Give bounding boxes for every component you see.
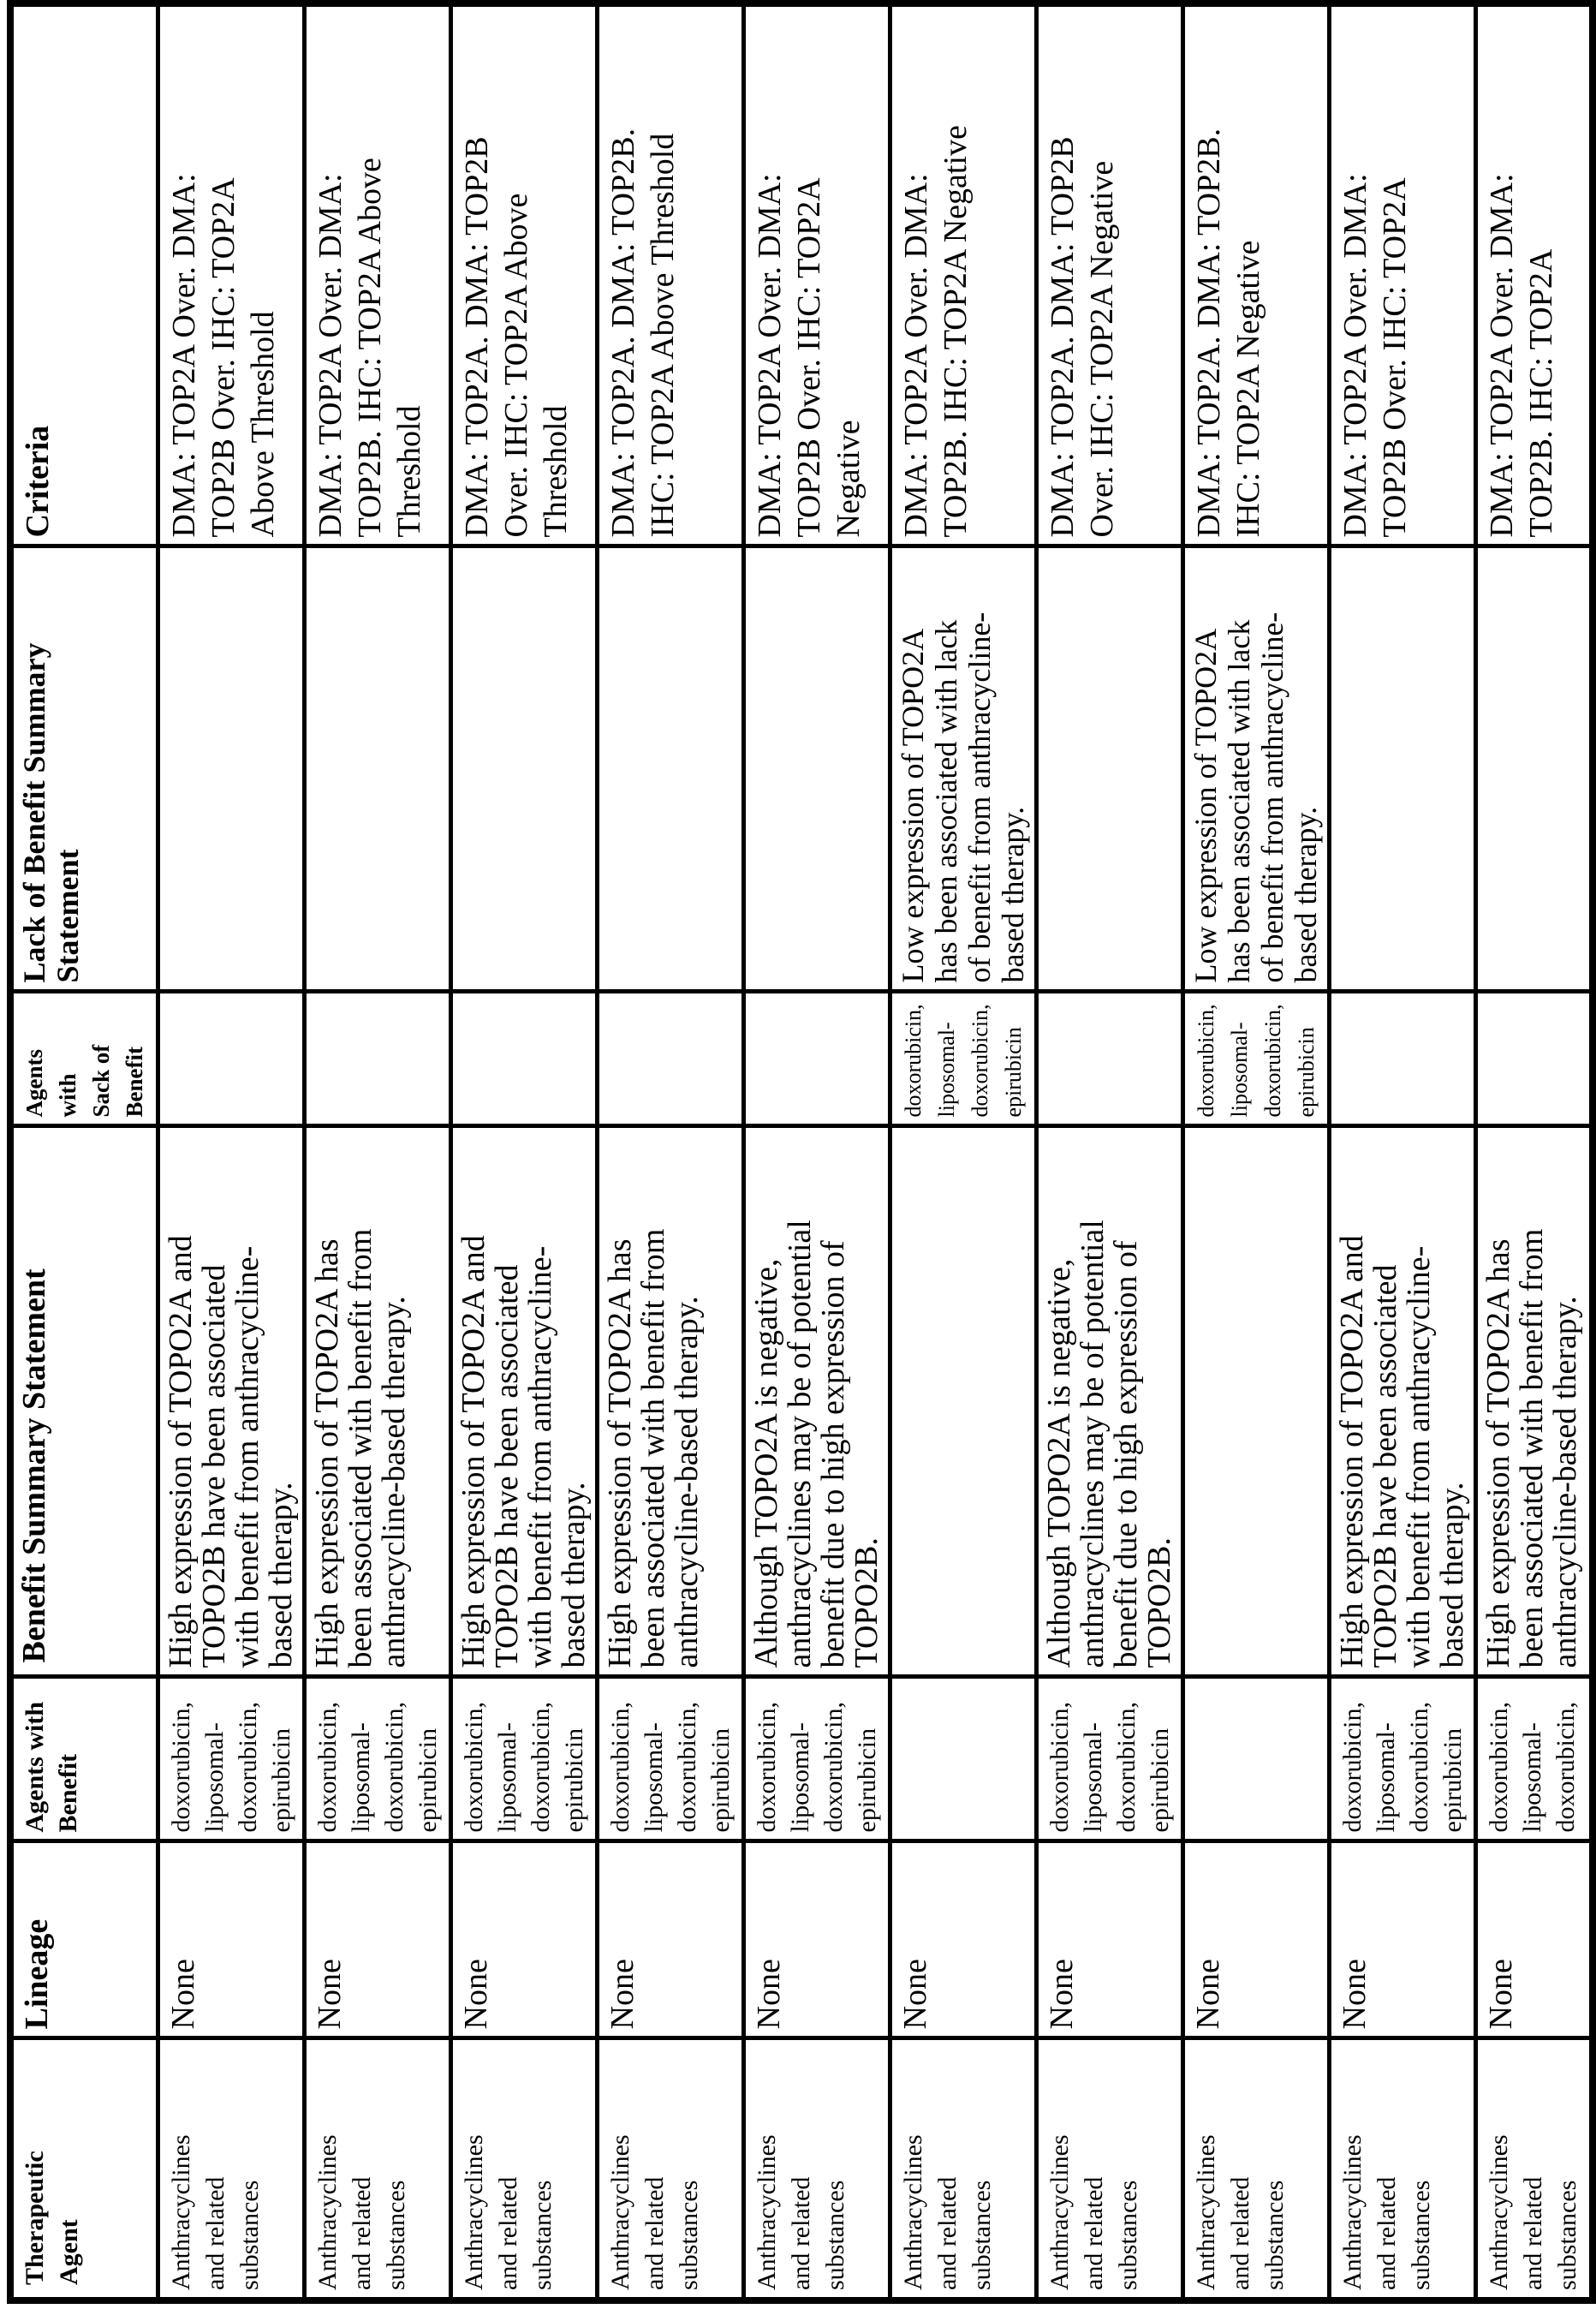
cell-lack-of-benefit-summary <box>305 546 451 992</box>
cell-criteria: DMA: TOP2A Over. DMA: TOP2B. IHC: TOP2A Above Threshold <box>305 3 451 546</box>
cell-lineage: None <box>890 1841 1037 2038</box>
col-header-lack-of-benefit-summary: Lack of Benefit Summary Statement <box>10 546 158 992</box>
cell-lineage: None <box>451 1841 598 2038</box>
cell-therapeutic-agent: Anthracyclines and related substances <box>598 2038 744 2300</box>
cell-lack-of-benefit-summary <box>598 546 744 992</box>
cell-agents-with-benefit: doxorubicin, liposomal- doxorubicin, epirubicin <box>305 1677 451 1841</box>
cell-agents-with-benefit: doxorubicin, liposomal- doxorubicin, epirubicin <box>1037 1677 1183 1841</box>
cell-benefit-summary: Although TOPO2A is negative, anthracyclines may be of potential benefit due to high expression of TOPO2B. <box>1037 1126 1183 1677</box>
cell-criteria: DMA: TOP2A Over. DMA: TOP2B. IHC: TOP2A Negative <box>890 3 1037 546</box>
col-header-criteria: Criteria <box>10 3 158 546</box>
cell-benefit-summary: High expression of TOPO2A has been associated with benefit from anthracycline-based therapy. <box>305 1126 451 1677</box>
cell-benefit-summary: High expression of TOPO2A and TOPO2B have been associated with benefit from anthracycline- based therapy. <box>451 1126 598 1677</box>
cell-agents-with-sack-of-benefit <box>1037 992 1183 1126</box>
cell-lineage: None <box>1183 1841 1330 2038</box>
table-row <box>158 3 305 2300</box>
table-row <box>1183 3 1330 2300</box>
cell-therapeutic-agent: Anthracyclines and related substances <box>305 2038 451 2300</box>
col-header-benefit-summary: Benefit Summary Statement <box>10 1126 158 1677</box>
cell-agents-with-benefit: doxorubicin, liposomal- doxorubicin, epirubicin <box>744 1677 890 1841</box>
table-row <box>598 3 744 2300</box>
cell-agents-with-sack-of-benefit: doxorubicin, liposomal- doxorubicin, epirubicin <box>1183 992 1330 1126</box>
cell-therapeutic-agent: Anthracyclines and related substances <box>890 2038 1037 2300</box>
cell-benefit-summary <box>1183 1126 1330 1677</box>
cell-benefit-summary: High expression of TOPO2A has been associated with benefit from anthracycline-based therapy. <box>1476 1126 1593 1677</box>
table-row <box>890 3 1037 2300</box>
cell-lack-of-benefit-summary: Low expression of TOPO2A has been associated with lack of benefit from anthracycline- based therapy. <box>1183 546 1330 992</box>
cell-lack-of-benefit-summary <box>1037 546 1183 992</box>
cell-lineage: None <box>305 1841 451 2038</box>
cell-therapeutic-agent: Anthracyclines and related substances <box>744 2038 890 2300</box>
cell-benefit-summary: High expression of TOPO2A and TOPO2B have been associated with benefit from anthracycline- based therapy. <box>1330 1126 1476 1677</box>
cell-lineage: None <box>744 1841 890 2038</box>
cell-therapeutic-agent: Anthracyclines and related substances <box>451 2038 598 2300</box>
cell-therapeutic-agent: Anthracyclines and related substances <box>1037 2038 1183 2300</box>
cell-lineage: None <box>1330 1841 1476 2038</box>
cell-agents-with-sack-of-benefit <box>1476 992 1593 1126</box>
cell-benefit-summary: Although TOPO2A is negative, anthracyclines may be of potential benefit due to high expression of TOPO2B. <box>744 1126 890 1677</box>
cell-agents-with-benefit: doxorubicin, liposomal- doxorubicin, epirubicin <box>158 1677 305 1841</box>
table-row <box>451 3 598 2300</box>
table-row <box>744 3 890 2300</box>
col-header-therapeutic-agent: Therapeutic Agent <box>10 2038 158 2300</box>
cell-agents-with-sack-of-benefit <box>598 992 744 1126</box>
cell-lineage: None <box>1037 1841 1183 2038</box>
cell-agents-with-benefit: doxorubicin, liposomal- doxorubicin, epirubicin <box>1330 1677 1476 1841</box>
cell-benefit-summary <box>890 1126 1037 1677</box>
col-header-agents-with-benefit: Agents with Benefit <box>10 1677 158 1841</box>
cell-lineage: None <box>1476 1841 1593 2038</box>
cell-therapeutic-agent: Anthracyclines and related substances <box>158 2038 305 2300</box>
cell-criteria: DMA: TOP2A Over. DMA: TOP2B Over. IHC: TOP2A <box>1330 3 1476 546</box>
cell-agents-with-sack-of-benefit <box>1330 992 1476 1126</box>
cell-lineage: None <box>598 1841 744 2038</box>
cell-agents-with-sack-of-benefit <box>451 992 598 1126</box>
cell-criteria: DMA: TOP2A. DMA: TOP2B Over. IHC: TOP2A Negative <box>1037 3 1183 546</box>
cell-lack-of-benefit-summary <box>1476 546 1593 992</box>
cell-agents-with-benefit: doxorubicin, liposomal- doxorubicin, epirubicin <box>598 1677 744 1841</box>
cell-lineage: None <box>158 1841 305 2038</box>
table-row <box>305 3 451 2300</box>
cell-agents-with-sack-of-benefit <box>305 992 451 1126</box>
cell-benefit-summary: High expression of TOPO2A has been associated with benefit from anthracycline-based therapy. <box>598 1126 744 1677</box>
header-row <box>10 3 158 2300</box>
table-row <box>1330 3 1476 2300</box>
cell-agents-with-benefit <box>1183 1677 1330 1841</box>
cell-lack-of-benefit-summary <box>1330 546 1476 992</box>
cell-agents-with-sack-of-benefit <box>744 992 890 1126</box>
cell-agents-with-benefit <box>890 1677 1037 1841</box>
table-row <box>1476 3 1593 2300</box>
cell-criteria: DMA: TOP2A Over. DMA: TOP2B. IHC: TOP2A <box>1476 3 1593 546</box>
cell-benefit-summary: High expression of TOPO2A and TOPO2B have been associated with benefit from anthracycline- based therapy. <box>158 1126 305 1677</box>
cell-agents-with-benefit: doxorubicin, liposomal- doxorubicin, epirubicin <box>451 1677 598 1841</box>
cell-criteria: DMA: TOP2A. DMA: TOP2B. IHC: TOP2A Negative <box>1183 3 1330 546</box>
cell-lack-of-benefit-summary <box>158 546 305 992</box>
therapy-benefit-table <box>7 0 1596 2304</box>
col-header-lineage: Lineage <box>10 1841 158 2038</box>
table-row <box>1037 3 1183 2300</box>
cell-therapeutic-agent: Anthracyclines and related substances <box>1476 2038 1593 2300</box>
cell-criteria: DMA: TOP2A Over. DMA: TOP2B Over. IHC: TOP2A Above Threshold <box>158 3 305 546</box>
cell-criteria: DMA: TOP2A Over. DMA: TOP2B Over. IHC: TOP2A Negative <box>744 3 890 546</box>
cell-therapeutic-agent: Anthracyclines and related substances <box>1183 2038 1330 2300</box>
cell-lack-of-benefit-summary <box>451 546 598 992</box>
cell-lack-of-benefit-summary <box>744 546 890 992</box>
cell-lack-of-benefit-summary: Low expression of TOPO2A has been associated with lack of benefit from anthracycline- based therapy. <box>890 546 1037 992</box>
rotated-table-container <box>7 7 1583 2304</box>
cell-therapeutic-agent: Anthracyclines and related substances <box>1330 2038 1476 2300</box>
col-header-agents-with-sack-of-benefit: Agents with Sack of Benefit <box>10 992 158 1126</box>
cell-agents-with-benefit: doxorubicin, liposomal- doxorubicin, <box>1476 1677 1593 1841</box>
cell-criteria: DMA: TOP2A. DMA: TOP2B. IHC: TOP2A Above Threshold <box>598 3 744 546</box>
cell-agents-with-sack-of-benefit: doxorubicin, liposomal- doxorubicin, epirubicin <box>890 992 1037 1126</box>
cell-agents-with-sack-of-benefit <box>158 992 305 1126</box>
cell-criteria: DMA: TOP2A. DMA: TOP2B Over. IHC: TOP2A Above Threshold <box>451 3 598 546</box>
